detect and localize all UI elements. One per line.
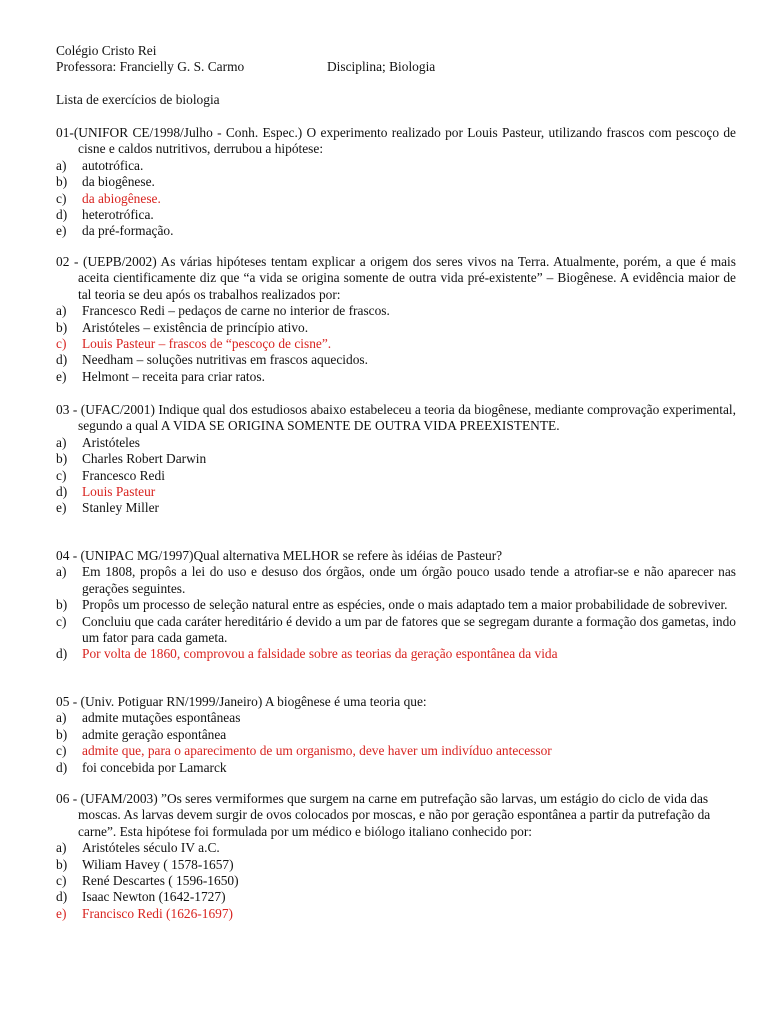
option-text: Em 1808, propôs a lei do uso e desuso dos órgãos, onde um órgão pouco usado tende a atrofiar-se e não aparecer nas gerações seguintes. bbox=[82, 564, 736, 596]
question-2 bbox=[56, 254, 736, 385]
option-d bbox=[56, 889, 736, 905]
option-e bbox=[56, 500, 736, 516]
option-letter: b) bbox=[56, 856, 68, 872]
option-c bbox=[56, 873, 736, 889]
option-a bbox=[56, 564, 736, 597]
list-title: Lista de exercícios de biologia bbox=[56, 92, 220, 107]
option-letter: b) bbox=[56, 174, 68, 190]
option-b bbox=[56, 597, 736, 613]
option-text: Louis Pasteur – frascos de “pescoço de cisne”. bbox=[82, 336, 332, 352]
option-text: Aristóteles bbox=[82, 434, 141, 450]
option-letter: d) bbox=[56, 889, 68, 905]
option-letter: b) bbox=[56, 319, 68, 335]
question-stem: 05 - (Univ. Potiguar RN/1999/Janeiro) A biogênese é uma teoria que: bbox=[56, 694, 427, 709]
option-b bbox=[56, 451, 736, 467]
option-e bbox=[56, 369, 736, 385]
option-text: Isaac Newton (1642-1727) bbox=[82, 889, 226, 905]
teacher-name: Professora: Francielly G. S. Carmo bbox=[56, 59, 245, 75]
option-letter: e) bbox=[56, 500, 67, 516]
option-e-correct-answer bbox=[56, 906, 736, 922]
option-text: Stanley Miller bbox=[82, 500, 159, 516]
option-text: Aristóteles século IV a.C. bbox=[82, 840, 220, 856]
question-stem: 06 - (UFAM/2003) ”Os seres vermiformes que surgem na carne em putrefação são larvas, um estágio do ciclo de vida das moscas. As larvas devem surgir de ovos colocados por moscas, e não por geração espontânea a partir da putrefação da carne”. Esta hipótese foi formulada por um médico e biólogo italiano conhecido por: bbox=[56, 791, 711, 839]
option-text: Francisco Redi (1626-1697) bbox=[82, 905, 233, 921]
subject-name: Disciplina; Biologia bbox=[327, 59, 436, 75]
option-letter: c) bbox=[56, 190, 67, 206]
teacher-subject-line bbox=[56, 59, 736, 75]
option-letter: a) bbox=[56, 157, 67, 173]
question-stem: 04 - (UNIPAC MG/1997)Qual alternativa MELHOR se refere às idéias de Pasteur? bbox=[56, 548, 503, 563]
option-text: admite mutações espontâneas bbox=[82, 710, 241, 726]
option-letter: b) bbox=[56, 597, 68, 613]
option-text: Needham – soluções nutritivas em frascos aquecidos. bbox=[82, 352, 368, 368]
option-b bbox=[56, 727, 736, 743]
option-text: Francesco Redi – pedaços de carne no interior de frascos. bbox=[82, 303, 390, 319]
option-letter: d) bbox=[56, 484, 68, 500]
option-text: Por volta de 1860, comprovou a falsidade sobre as teorias da geração espontânea da vida bbox=[82, 646, 558, 662]
option-b bbox=[56, 857, 736, 873]
question-6 bbox=[56, 791, 736, 922]
option-letter: a) bbox=[56, 564, 67, 580]
question-stem: 02 - (UEPB/2002) As várias hipóteses tentam explicar a origem dos seres vivos na Terra. Atualmente, porém, a que é mais aceita cientificamente diz que “a vida se origina somente de outra vida pré-existente” – Biogênese. A evidência maior de tal teoria se deu após os trabalhos realizados por: bbox=[56, 254, 736, 302]
question-stem: 01-(UNIFOR CE/1998/Julho - Conh. Espec.) O experimento realizado por Louis Pasteur, utilizando frascos com pescoço de cisne e caldos nutritivos, derrubou a hipótese: bbox=[56, 125, 736, 157]
option-a bbox=[56, 435, 736, 451]
question-3 bbox=[56, 402, 736, 517]
option-c-correct-answer bbox=[56, 743, 736, 759]
option-letter: d) bbox=[56, 646, 68, 662]
option-text: admite que, para o aparecimento de um organismo, deve haver um indivíduo antecessor bbox=[82, 743, 552, 759]
option-letter: a) bbox=[56, 710, 67, 726]
option-text: admite geração espontânea bbox=[82, 726, 227, 742]
option-text: autotrófica. bbox=[82, 157, 144, 173]
option-text: heterotrófica. bbox=[82, 207, 154, 223]
option-a bbox=[56, 840, 736, 856]
option-a bbox=[56, 303, 736, 319]
option-letter: b) bbox=[56, 726, 68, 742]
school-line bbox=[56, 43, 736, 59]
option-text: Charles Robert Darwin bbox=[82, 451, 207, 467]
option-e bbox=[56, 223, 736, 239]
option-letter: c) bbox=[56, 336, 67, 352]
option-d-correct-answer bbox=[56, 646, 736, 662]
option-letter: c) bbox=[56, 467, 67, 483]
option-text: Concluiu que cada caráter hereditário é devido a um par de fatores que se segregam durante a formação dos gametas, indo um fator para cada gameta. bbox=[82, 613, 737, 646]
option-text: Helmont – receita para criar ratos. bbox=[82, 368, 265, 384]
question-5 bbox=[56, 694, 736, 776]
option-letter: c) bbox=[56, 613, 67, 629]
option-text: da pré-formação. bbox=[82, 223, 174, 239]
option-c bbox=[56, 614, 736, 647]
question-4 bbox=[56, 548, 736, 663]
option-c-correct-answer bbox=[56, 336, 736, 352]
option-c-correct-answer bbox=[56, 191, 736, 207]
option-text: Aristóteles – existência de princípio ativo. bbox=[82, 319, 309, 335]
option-text: Louis Pasteur bbox=[82, 484, 156, 500]
option-b bbox=[56, 174, 736, 190]
option-letter: e) bbox=[56, 368, 67, 384]
option-text: René Descartes ( 1596-1650) bbox=[82, 873, 239, 889]
school-name: Colégio Cristo Rei bbox=[56, 43, 157, 58]
option-d bbox=[56, 207, 736, 223]
option-letter: c) bbox=[56, 743, 67, 759]
option-text: foi concebida por Lamarck bbox=[82, 759, 227, 775]
option-letter: a) bbox=[56, 303, 67, 319]
option-letter: a) bbox=[56, 434, 67, 450]
option-letter: d) bbox=[56, 759, 68, 775]
option-text: da biogênese. bbox=[82, 174, 155, 190]
option-letter: e) bbox=[56, 223, 67, 239]
option-a bbox=[56, 158, 736, 174]
option-letter: c) bbox=[56, 873, 67, 889]
option-d bbox=[56, 352, 736, 368]
option-letter: a) bbox=[56, 840, 67, 856]
option-text: Wiliam Havey ( 1578-1657) bbox=[82, 856, 234, 872]
option-letter: e) bbox=[56, 905, 67, 921]
option-c bbox=[56, 468, 736, 484]
option-letter: d) bbox=[56, 207, 68, 223]
option-letter: d) bbox=[56, 352, 68, 368]
option-b bbox=[56, 320, 736, 336]
option-text: Propôs um processo de seleção natural entre as espécies, onde o mais adaptado tem a maior probabilidade de sobreviver. bbox=[82, 597, 728, 613]
question-stem: 03 - (UFAC/2001) Indique qual dos estudiosos abaixo estabeleceu a teoria da biogênese, mediante comprovação experimental, segundo a qual A VIDA SE ORIGINA SOMENTE DE OUTRA VIDA PREEXISTENTE. bbox=[56, 402, 736, 434]
option-letter: b) bbox=[56, 451, 68, 467]
option-d-correct-answer bbox=[56, 484, 736, 500]
question-1 bbox=[56, 125, 736, 240]
option-text: da abiogênese. bbox=[82, 190, 161, 206]
option-a bbox=[56, 710, 736, 726]
document-header bbox=[56, 43, 736, 76]
option-d bbox=[56, 760, 736, 776]
option-text: Francesco Redi bbox=[82, 467, 165, 483]
